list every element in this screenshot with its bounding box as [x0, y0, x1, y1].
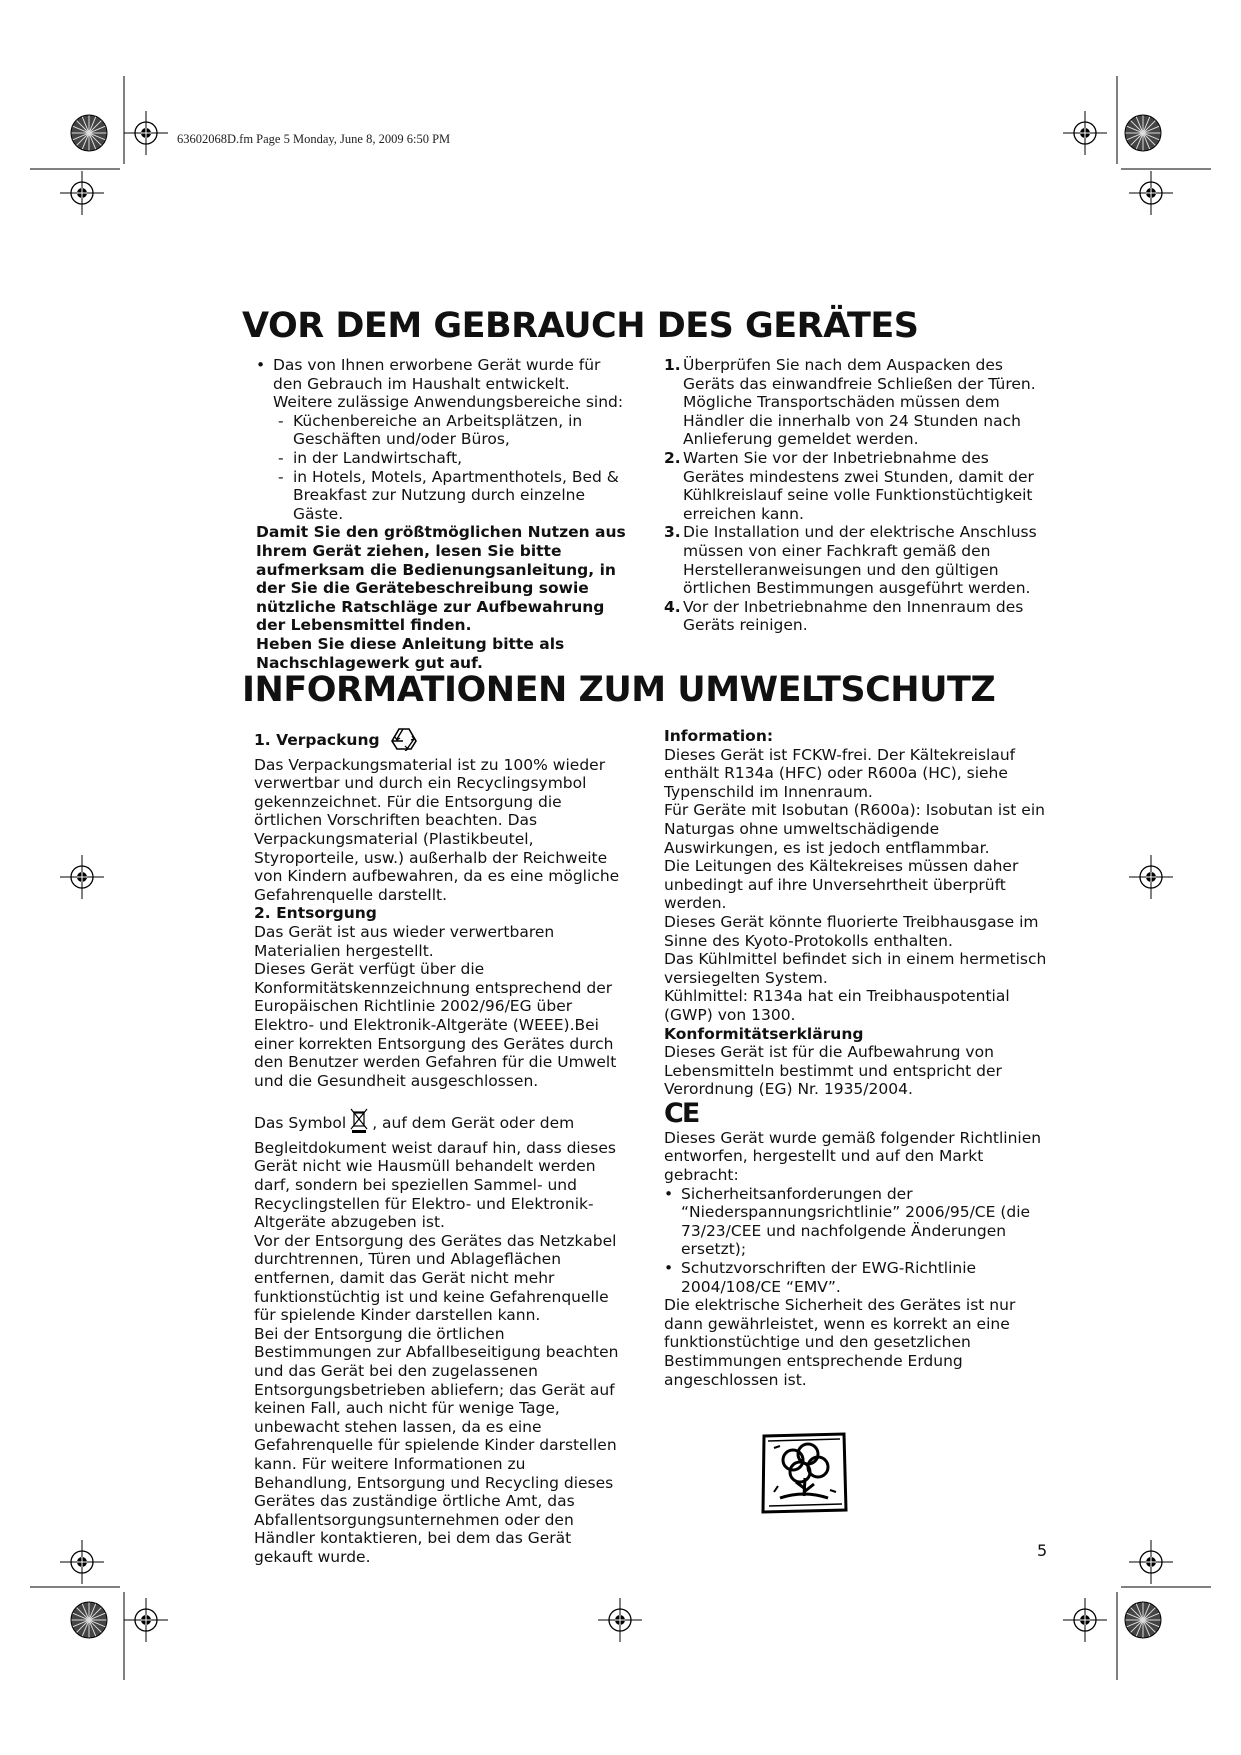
ce-mark: CE	[664, 1097, 699, 1129]
recycle-icon	[389, 727, 419, 756]
step-item	[664, 449, 1050, 523]
packaging-heading: 1. Verpackung	[254, 731, 380, 749]
step-number: 3.	[664, 523, 681, 542]
directive-item: • Sicherheitsanforderungen der “Niederspannungsrichtlinie” 2006/95/CE (die 73/23/CEE und nachfolgende Änderungen ersetzt);	[664, 1185, 1048, 1259]
page-number: 5	[1037, 1541, 1048, 1560]
tree-icon	[760, 1432, 848, 1518]
step-text: Warten Sie vor der Inbetriebnahme des Gerätes mindestens zwei Stunden, damit der Kühlkreislauf seine volle Funktionstüchtigkeit erreichen kann.	[683, 448, 1034, 523]
read-manual-note: Damit Sie den größtmöglichen Nutzen aus Ihrem Gerät ziehen, lesen Sie bitte aufmerksam die Bedienungsanleitung, in der Sie die Gerätebeschreibung sowie nützliche Ratschläge zur Aufbewahrung der Lebensmittel finden.	[256, 523, 626, 635]
step-text: Überprüfen Sie nach dem Auspacken des Geräts das einwandfreie Schließen der Türen. Mögliche Transportschäden müssen dem Händler die innerhalb von 24 Stunden nach Anlieferung gemeldet werden.	[683, 356, 1036, 449]
directive-item: • Schutzvorschriften der EWG-Richtlinie 2004/108/CE “EMV”.	[664, 1259, 1048, 1296]
info-text-1: Dieses Gerät ist FCKW-frei. Der Kältekreislauf enthält R134a (HFC) oder R600a (HC), siehe Typenschild im Innenraum.	[664, 745, 1016, 801]
conformity-text-1: Dieses Gerät ist für die Aufbewahrung von Lebensmitteln bestimmt und entspricht der Verordnung (EG) Nr. 1935/2004.	[664, 1043, 1002, 1099]
step-number: 4.	[664, 597, 681, 616]
section-title-environment: INFORMATIONEN ZUM UMWELTSCHUTZ	[242, 670, 996, 710]
info-text-3: Die Leitungen des Kältekreises müssen daher unbedingt auf ihre Unversehrtheit überprüft werden.	[664, 857, 1019, 913]
step-item	[664, 598, 1050, 635]
environment-left-column	[254, 727, 624, 1567]
weee-symbol-text	[254, 1108, 624, 1232]
conformity-heading: Konformitätserklärung	[664, 1024, 864, 1043]
conformity-text-2: Dieses Gerät wurde gemäß folgender Richtlinien entworfen, hergestellt und auf den Markt gebracht:	[664, 1128, 1042, 1185]
packaging-text: Das Verpackungsmaterial ist zu 100% wieder verwertbar und durch ein Recyclingsymbol gekennzeichnet. Für die Entsorgung die örtlichen Vorschriften beachten. Das Verpackungsmaterial (Plastikbeutel, Styroporteile, usw.) außerhalb der Reichweite von Kindern aufbewahren, da es eine mögliche Gefahrenquelle darstellt.	[254, 755, 620, 904]
file-slug: 63602068D.fm Page 5 Monday, June 8, 2009 6:50 PM	[177, 132, 451, 146]
packaging-heading-line	[254, 727, 624, 756]
info-text-4: Dieses Gerät könnte fluorierte Treibhausgase im Sinne des Kyoto-Protokolls enthalten.	[664, 912, 1039, 950]
info-heading: Information:	[664, 727, 774, 745]
usage-item: - in Hotels, Motels, Apartmenthotels, Bed & Breakfast zur Nutzung durch einzelne Gäste.	[256, 468, 626, 524]
disposal-text-1: Das Gerät ist aus wieder verwertbaren Materialien hergestellt.	[254, 922, 555, 960]
symbol-text-before: Das Symbol	[254, 1114, 347, 1133]
symbol-text-after: , auf dem Gerät oder dem Begleitdokument weist darauf hin, dass dieses Gerät nicht wie Hausmüll behandelt werden darf, sondern bei speziellen Sammel- und Recyclingstellen für Elektro- und Elektronik-Altgeräte abzugeben ist.	[254, 1114, 616, 1232]
environment-right-column	[664, 727, 1048, 1389]
step-number: 1.	[664, 356, 681, 374]
crossed-bin-icon	[350, 1108, 368, 1139]
step-item	[664, 356, 1050, 449]
disposal-heading: 2. Entsorgung	[254, 904, 377, 923]
conformity-text-3: Die elektrische Sicherheit des Gerätes ist nur dann gewährleistet, wenn es korrekt an eine funktionstüchtige und den gesetzlichen Bestimmungen entsprechende Erdung angeschlossen ist.	[664, 1296, 1016, 1389]
info-text-2: Für Geräte mit Isobutan (R600a): Isobutan ist ein Naturgas ohne umweltschädigende Auswirkungen, es ist jedoch entflammbar.	[664, 801, 1045, 857]
step-text: Die Installation und der elektrische Anschluss müssen von einer Fachkraft gemäß den Herstelleranweisungen und den gültigen örtlichen Bestimmungen ausgeführt werden.	[683, 523, 1037, 598]
step-text: Vor der Inbetriebnahme den Innenraum des Geräts reinigen.	[683, 597, 1024, 635]
disposal-text-2: Dieses Gerät verfügt über die Konformitätskennzeichnung entsprechend der Europäischen Richtlinie 2002/96/EG über Elektro- und Elektronik-Altgeräte (WEEE).Bei einer korrekten Entsorgung des Gerätes durch den Benutzer werden Gefahren für die Umwelt und die Gesundheit ausgeschlossen.	[254, 960, 617, 1090]
disposal-text-3: Vor der Entsorgung des Gerätes das Netzkabel durchtrennen, Türen und Ablageflächen entfernen, damit das Gerät nicht mehr funktionstüchtig ist und keine Gefahrenquelle für spielende Kinder darstellen kann.	[254, 1231, 617, 1325]
before-use-right-column	[664, 356, 1050, 635]
before-use-left-column	[256, 356, 626, 672]
keep-manual-note: Heben Sie diese Anleitung bitte als Nachschlagewerk gut auf.	[256, 634, 565, 672]
usage-item: - Küchenbereiche an Arbeitsplätzen, in Geschäften und/oder Büros,	[256, 412, 626, 449]
disposal-text-4: Bei der Entsorgung die örtlichen Bestimmungen zur Abfallbeseitigung beachten und das Gerät bei den zugelassenen Entsorgungsbetrieben abliefern; das Gerät auf keinen Fall, auch nicht für wenige Tage, unbewacht stehen lassen, da es eine Gefahrenquelle für spielende Kinder darstellen kann. Für weitere Informationen zu Behandlung, Entsorgung und Recycling dieses Gerätes das zuständige örtliche Amt, das Abfallentsorgungsunternehmen oder den Händler kontaktieren, bei dem das Gerät gekauft wurde.	[254, 1324, 619, 1566]
info-text-5: Das Kühlmittel befindet sich in einem hermetisch versiegelten System.	[664, 950, 1047, 987]
usage-item: - in der Landwirtschaft,	[256, 449, 626, 468]
intro-bullet: • Das von Ihnen erworbene Gerät wurde für den Gebrauch im Haushalt entwickelt. Weitere zulässige Anwendungsbereiche sind:	[256, 356, 626, 412]
section-title-before-use: VOR DEM GEBRAUCH DES GERÄTES	[242, 306, 919, 346]
step-number: 2.	[664, 448, 681, 467]
info-text-6: Kühlmittel: R134a hat ein Treibhauspotential (GWP) von 1300.	[664, 987, 1010, 1024]
step-item	[664, 523, 1050, 597]
